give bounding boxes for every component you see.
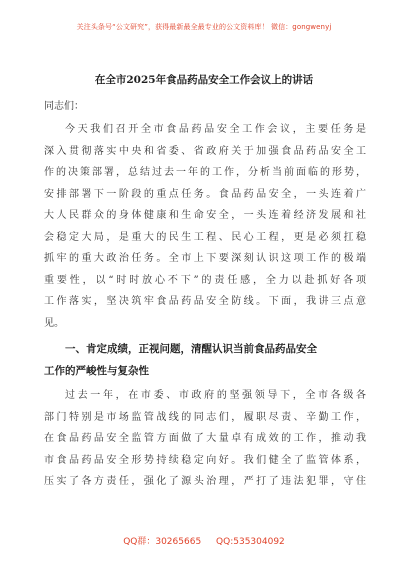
- paragraph-line: 深入贯彻落实中央和省委、省政府关于加强食品药品安全工: [44, 145, 366, 157]
- paragraph-line: 今天我们召开全市食品药品安全工作会议，主要任务是: [65, 124, 366, 135]
- paragraph-line: 过去一年，在市委、市政府的坚强领导下，全市各级各: [65, 390, 366, 401]
- paragraph-line: 安排部署下一阶段的重点任务。食品药品安全，一头连着广: [44, 188, 366, 200]
- paragraph-line: 会稳定大局，是重大的民生工程、民心工程，更是必须扛稳: [44, 231, 366, 243]
- section-heading-1: [44, 338, 366, 382]
- footer-contact: [0, 534, 408, 547]
- footer-qq-group: QQ群：30265665: [123, 537, 202, 547]
- paragraph-section-1: [44, 385, 366, 493]
- paragraph-line: 在食品药品安全监管方面做了大量卓有成效的工作，推动我: [44, 433, 366, 444]
- promo-banner: 关注头条号“公文研究”，获得最新最全最专业的公文资料库！ 微信：gongwenyj: [76, 23, 332, 31]
- paragraph-line: 见。: [44, 317, 64, 329]
- document-title: 在全市2025年食品药品安全工作会议上的讲话: [94, 74, 314, 86]
- salutation: 同志们：: [44, 101, 84, 112]
- heading-line: 一、肯定成绩，正视问题，清醒认识当前食品药品安全: [65, 343, 317, 355]
- paragraph-line: 抓牢的重大政治任务。全市上下要深刻认识这项工作的极端: [44, 253, 366, 264]
- paragraph-line: 工作落实，坚决筑牢食品药品安全防线。下面，我讲三点意: [44, 296, 366, 307]
- paragraph-line: 压实了各方责任，强化了源头治理，严打了违法犯罪，守住: [44, 476, 366, 487]
- paragraph-intro: [44, 119, 366, 334]
- heading-line: 工作的严峻性与复杂性: [44, 365, 149, 377]
- footer-qq: QQ:535304092: [216, 537, 285, 547]
- paragraph-line: 市食品药品安全形势持续稳定向好。我们健全了监管体系，: [44, 454, 366, 466]
- paragraph-line: 作的决策部署，总结过去一年的工作，分析当前面临的形势，: [44, 167, 366, 178]
- paragraph-line: 重要性，以“时时放心不下”的责任感，全力以赴抓好各项: [44, 274, 366, 286]
- paragraph-line: 大人民群众的身体健康和生命安全，一头连着经济发展和社: [44, 210, 366, 221]
- paragraph-line: 部门特别是市场监管战线的同志们，履职尽责、辛勤工作，: [44, 411, 366, 423]
